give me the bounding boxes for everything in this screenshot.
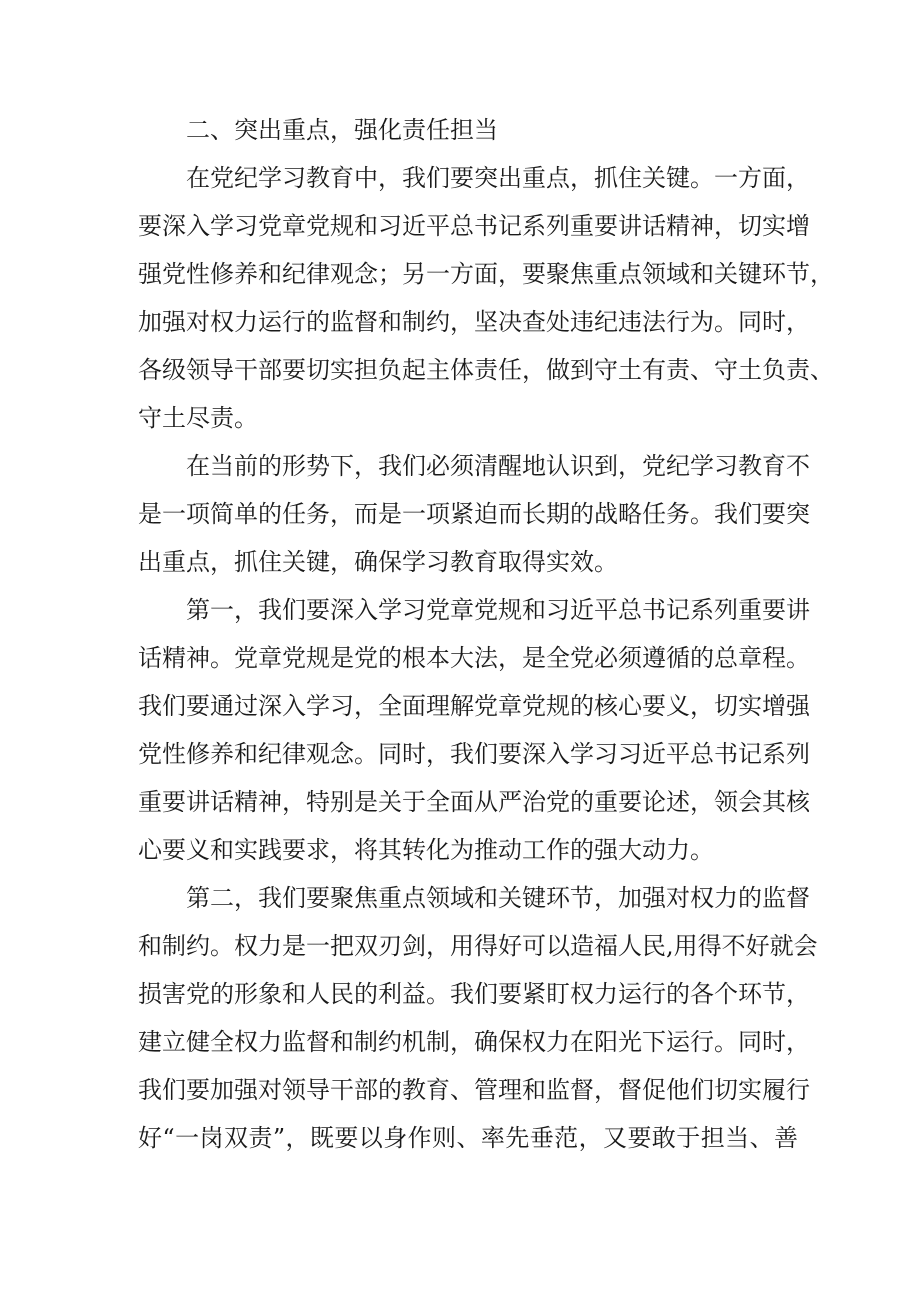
paragraph-line: 我们要加强对领导干部的教育、管理和监督，督促他们切实履行	[138, 1076, 810, 1104]
paragraph-line: 党性修养和纪律观念。同时，我们要深入学习习近平总书记系列	[138, 740, 810, 768]
paragraph-line: 话精神。党章党规是党的根本大法，是全党必须遵循的总章程。	[138, 644, 810, 672]
paragraph-line: 是一项简单的任务，而是一项紧迫而长期的战略任务。我们要突	[138, 500, 810, 528]
paragraph-line: 出重点，抓住关键，确保学习教育取得实效。	[138, 548, 618, 576]
paragraph-line: 在党纪学习教育中，我们要突出重点，抓住关键。一方面，	[186, 164, 810, 192]
paragraph-line: 第二，我们要聚焦重点领域和关键环节，加强对权力的监督	[186, 884, 810, 912]
paragraph-line: 第一，我们要深入学习党章党规和习近平总书记系列重要讲	[186, 596, 810, 624]
paragraph-line: 加强对权力运行的监督和制约，坚决查处违纪违法行为。同时，	[138, 308, 810, 336]
paragraph-line: 和制约。权力是一把双刃剑，用得好可以造福人民,用得不好就会	[138, 932, 818, 960]
paragraph-line: 好“一岗双责”，既要以身作则、率先垂范，又要敢于担当、善	[138, 1124, 798, 1152]
section-heading: 二、突出重点，强化责任担当	[186, 116, 498, 144]
paragraph-line: 守土尽责。	[138, 404, 258, 432]
paragraph-line: 在当前的形势下，我们必须清醒地认识到，党纪学习教育不	[186, 452, 810, 480]
paragraph-line: 要深入学习党章党规和习近平总书记系列重要讲话精神，切实增	[138, 212, 810, 240]
paragraph-line: 建立健全权力监督和制约机制，确保权力在阳光下运行。同时，	[138, 1028, 810, 1056]
paragraph-line: 各级领导干部要切实担负起主体责任，做到守土有责、守土负责、	[138, 356, 834, 384]
paragraph-line: 心要义和实践要求，将其转化为推动工作的强大动力。	[138, 836, 714, 864]
paragraph-line: 重要讲话精神，特别是关于全面从严治党的重要论述，领会其核	[138, 788, 810, 816]
paragraph-line: 强党性修养和纪律观念；另一方面，要聚焦重点领域和关键环节，	[138, 260, 834, 288]
paragraph-line: 损害党的形象和人民的利益。我们要紧盯权力运行的各个环节，	[138, 980, 810, 1008]
paragraph-line: 我们要通过深入学习，全面理解党章党规的核心要义，切实增强	[138, 692, 810, 720]
